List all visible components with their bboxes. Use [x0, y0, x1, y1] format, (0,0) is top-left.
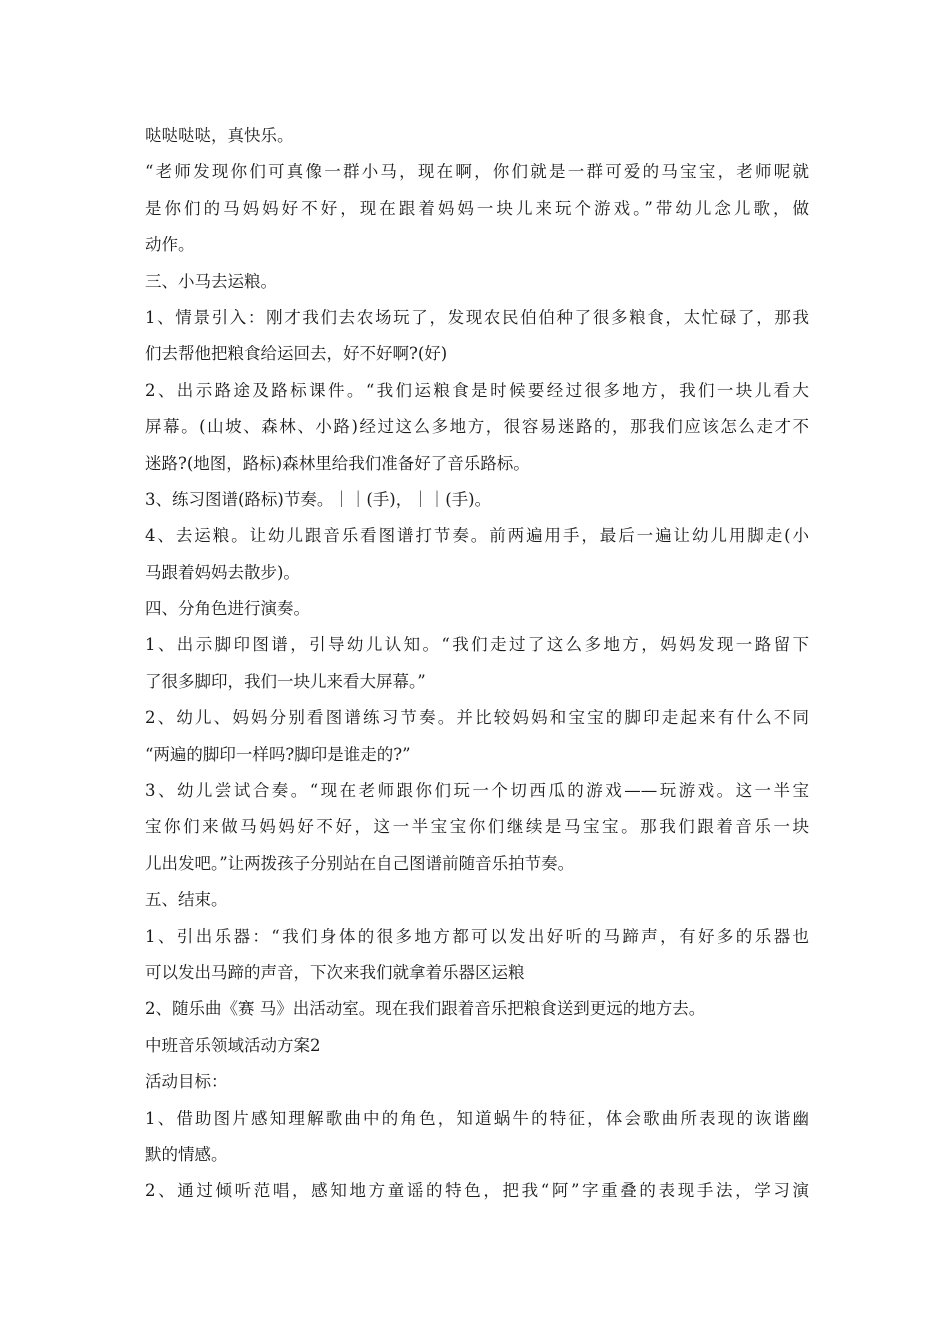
- text-line: 1、借助图片感知理解歌曲中的角色，知道蜗牛的特征，体会歌曲所表现的诙谐幽: [145, 1108, 809, 1128]
- text-line: 动作。: [145, 235, 195, 255]
- text-line: 哒哒哒哒，真快乐。: [145, 126, 294, 145]
- text-line: 可以发出马蹄的声音，下次来我们就拿着乐器区运粮: [145, 962, 525, 982]
- text-line: 宝你们来做马妈妈好不好，这一半宝宝你们继续是马宝宝。那我们跟着音乐一块: [145, 817, 809, 837]
- text-line: 默的情感。: [145, 1144, 228, 1164]
- text-line: 1、情景引入：刚才我们去农场玩了，发现农民伯伯种了很多粮食，太忙碌了，那我: [145, 307, 809, 327]
- text-line: 2、通过倾听范唱，感知地方童谣的特色，把我“阿”字重叠的表现手法，学习演: [145, 1181, 809, 1201]
- text-line: 活动目标：: [145, 1072, 228, 1092]
- text-line: 中班音乐领域活动方案2: [145, 1035, 321, 1055]
- text-line: 2、幼儿、妈妈分别看图谱练习节奏。并比较妈妈和宝宝的脚印走起来有什么不同: [145, 708, 809, 728]
- text-line: 1、出示脚印图谱，引导幼儿认知。“我们走过了这么多地方，妈妈发现一路留下: [145, 635, 809, 655]
- text-line: “老师发现你们可真像一群小马，现在啊，你们就是一群可爱的马宝宝，老师呢就: [145, 162, 809, 182]
- text-line: 2、出示路途及路标课件。“我们运粮食是时候要经过很多地方，我们一块儿看大: [145, 380, 809, 400]
- text-line: 迷路?(地图，路标)森林里给我们准备好了音乐路标。: [145, 453, 530, 473]
- text-line: 1、引出乐器：“我们身体的很多地方都可以发出好听的马蹄声，有好多的乐器也: [145, 926, 809, 946]
- text-line: 儿出发吧。”让两拨孩子分别站在自己图谱前随音乐拍节奏。: [145, 853, 575, 873]
- text-line: 三、小马去运粮。: [145, 271, 277, 291]
- text-line: 3、幼儿尝试合奏。“现在老师跟你们玩一个切西瓜的游戏——玩游戏。这一半宝: [145, 781, 809, 801]
- text-line: 2、随乐曲《赛 马》出活动室。现在我们跟着音乐把粮食送到更远的地方去。: [145, 999, 706, 1019]
- text-line: 们去帮他把粮食给运回去，好不好啊?(好): [145, 344, 448, 364]
- text-line: 4、去运粮。让幼儿跟音乐看图谱打节奏。前两遍用手，最后一遍让幼儿用脚走(小: [145, 526, 809, 546]
- document-body: [145, 118, 809, 1210]
- text-line: 五、结束。: [145, 890, 228, 910]
- text-line: 马跟着妈妈去散步)。: [145, 562, 300, 582]
- text-line: 四、分角色进行演奏。: [145, 599, 310, 619]
- text-line: 3、练习图谱(路标)节奏。｜｜(手)，｜｜(手)。: [145, 489, 492, 509]
- text-line: 屏幕。(山坡、森林、小路)经过这么多地方，很容易迷路的，那我们应该怎么走才不: [145, 417, 809, 437]
- text-line: 了很多脚印，我们一块儿来看大屏幕。”: [145, 671, 426, 691]
- text-line: “两遍的脚印一样吗?脚印是谁走的?”: [145, 744, 411, 764]
- text-line: 是你们的马妈妈好不好，现在跟着妈妈一块儿来玩个游戏。”带幼儿念儿歌，做: [145, 198, 809, 218]
